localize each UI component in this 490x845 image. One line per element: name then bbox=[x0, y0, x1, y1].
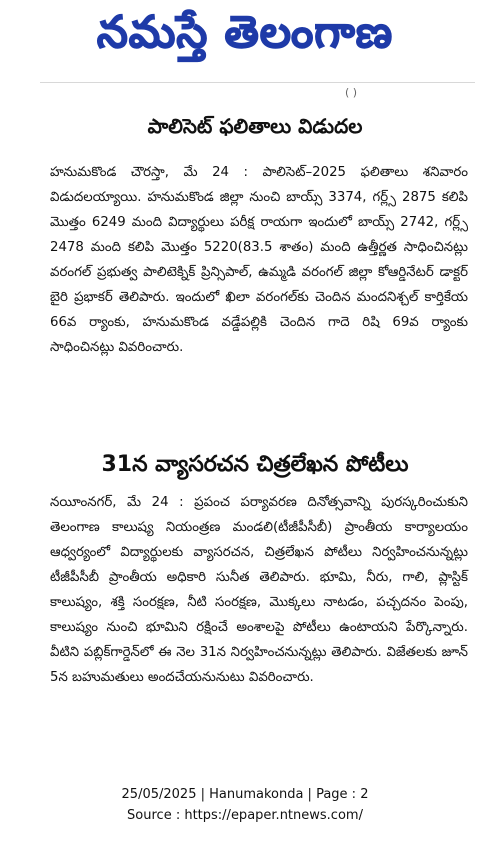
clip-cut-mark: ( ) bbox=[345, 86, 358, 99]
article2-body: నయీంనగర్, మే 24 : ప్రపంచ పర్యావరణ దినోత్సవాన్ని పురస్కరించుకుని తెలంగాణ కాలుష్య నియంత్రణ మండలి(టీజీపీసీబీ) ప్రాంతీయ కార్యాలయం ఆధ్వర్యంలో విద్యార్థులకు వ్యాసరచన, చిత్రలేఖన పోటీలు నిర్వహించనున్నట్లు టీజీపీసీబీ ప్రాంతీయ అధికారి సునీత తెలిపారు. భూమి, నీరు, గాలి, ప్లాస్టిక్ కాలుష్యం, శక్తి సంరక్షణ, నీటి సంరక్షణ, మొక్కలు నాటడం, పచ్చదనం పెంపు, కాలుష్యం నుంచి భూమిని రక్షించే అంశాలపై పోటీలు ఉంటాయని పేర్కొన్నారు. వీటిని పబ్లిక్‌గార్డెన్‌లో ఈ నెల 31న నిర్వహించనున్నట్లు తెలిపారు. విజేతలకు జూన్ 5న బహుమతులు అందచేయనునుటు వివరించారు. bbox=[50, 495, 468, 685]
article1-headline: పాలిసెట్ ఫలితాలు విడుదల bbox=[147, 114, 363, 138]
article1-body: హనుమకొండ చౌరస్తా, మే 24 : పాలిసెట్–2025 ఫలితాలు శనివారం విడుదలయ్యాయి. హనుమకొండ జిల్లా నుంచి బాయ్స్ 3374, గర్ల్స్ 2875 కలిపి మొత్తం 6249 మంది విద్యార్థులు పరీక్ష రాయగా ఇందులో బాయ్స్ 2742, గర్ల్స్ 2478 మంది కలిపి మొత్తం 5220(83.5 శాతం) మంది ఉత్తీర్ణత సాధించినట్లు వరంగల్ ప్రభుత్వ పాలిటెక్నిక్ ప్రిన్సిపాల్, ఉమ్మడి వరంగల్ జిల్లా కోఆర్డినేటర్ డాక్టర్ బైరి ప్రభాకర్ తెలిపారు. ఇందులో ఖిలా వరంగల్‌కు చెందిన మందనిశ్చల్ కార్తికేయ 66వ ర్యాంకు, హనుమకొండ వడ్డేపల్లికి చెందిన గాదె రిషి 69వ ర్యాంకు సాధించినట్లు వివరించారు. bbox=[50, 165, 468, 355]
newspaper-masthead: నమస్తే తెలంగాణ bbox=[96, 7, 394, 58]
footer-source-link[interactable]: Source : https://epaper.ntnews.com/ bbox=[127, 808, 363, 823]
footer-date-edition-page: 25/05/2025 | Hanumakonda | Page : 2 bbox=[121, 787, 369, 802]
article2-headline: 31న వ్యాసరచన చిత్రలేఖన పోటీలు bbox=[101, 452, 409, 477]
